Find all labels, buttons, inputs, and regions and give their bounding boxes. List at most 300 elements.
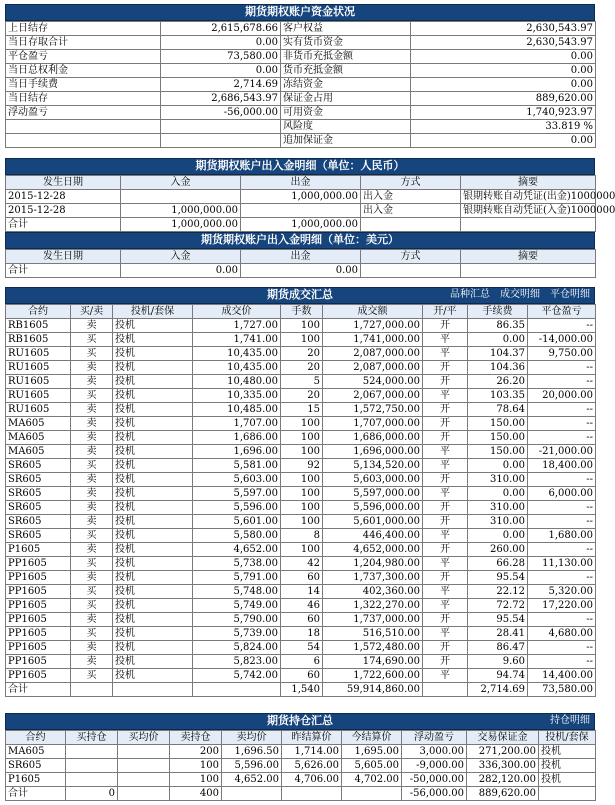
table-cell: 客户权益 <box>281 22 411 36</box>
table-cell: 5,580.00 <box>193 529 281 543</box>
funds-row <box>6 36 596 50</box>
table-cell: P1605 <box>6 543 71 557</box>
table-cell: 1,680.00 <box>528 529 596 543</box>
table-cell: 投机 <box>113 487 193 501</box>
table-cell: 合计 <box>6 787 66 801</box>
table-cell: SR605 <box>6 501 71 515</box>
table-cell: 1,727.00 <box>193 319 281 333</box>
table-cell: 100 <box>281 515 323 529</box>
cash-rmb-table <box>5 175 615 232</box>
cash-rmb-section <box>5 158 615 232</box>
table-cell: 60 <box>281 571 323 585</box>
table-cell: 投机 <box>113 599 193 613</box>
table-cell <box>118 745 170 759</box>
table-cell: 1,696.00 <box>193 445 281 459</box>
table-cell: 100 <box>281 333 323 347</box>
table-cell: SR605 <box>6 459 71 473</box>
table-cell: 投机 <box>113 557 193 571</box>
table-cell: 260.00 <box>468 543 528 557</box>
table-cell: -- <box>528 641 596 655</box>
table-cell: 非货币充抵金额 <box>281 50 411 64</box>
table-cell: 投机 <box>113 361 193 375</box>
cash-rmb-title: 期货期权账户出入金明细（单位：人民币） <box>5 158 595 175</box>
table-cell: 买 <box>71 557 113 571</box>
table-cell: 可用资金 <box>281 106 411 120</box>
table-cell: 0.00 <box>241 264 361 278</box>
table-cell: 上日结存 <box>6 22 161 36</box>
table-cell: 买 <box>71 333 113 347</box>
table-cell: 150.00 <box>468 431 528 445</box>
table-cell: PP1605 <box>6 613 71 627</box>
table-row <box>6 655 596 669</box>
table-cell: P1605 <box>6 773 66 787</box>
table-cell <box>361 264 461 278</box>
table-cell: 投机 <box>113 375 193 389</box>
table-cell: 银期转账自动凭证(入金)1000000 <box>461 204 596 218</box>
cash-usd-section <box>5 232 595 278</box>
table-cell: 1,572,480.00 <box>323 641 423 655</box>
table-cell: 4,680.00 <box>528 627 596 641</box>
positions-table <box>5 730 596 801</box>
table-cell: 投机 <box>113 641 193 655</box>
table-cell <box>282 787 342 801</box>
table-cell: 开 <box>423 641 468 655</box>
table-cell: 5,790.00 <box>193 613 281 627</box>
table-cell: 5,823.00 <box>193 655 281 669</box>
table-cell: 174,690.00 <box>323 655 423 669</box>
table-cell: 336,300.00 <box>467 759 539 773</box>
trades-link-1[interactable]: 成交明细 <box>500 289 540 300</box>
table-cell: 开 <box>423 571 468 585</box>
table-cell: 平 <box>423 445 468 459</box>
table-cell: 59,914,860.00 <box>323 683 423 697</box>
table-cell: 1,740,923.97 <box>411 106 596 120</box>
table-cell <box>193 683 281 697</box>
table-header-row <box>6 250 596 264</box>
table-cell: 实有货币资金 <box>281 36 411 50</box>
table-cell: 投机 <box>113 333 193 347</box>
table-cell <box>118 759 170 773</box>
table-cell: 0.00 <box>121 264 241 278</box>
table-cell <box>6 134 161 148</box>
trades-link-0[interactable]: 品种汇总 <box>450 289 490 300</box>
table-cell: 当日手续费 <box>6 78 161 92</box>
table-cell: 150.00 <box>468 445 528 459</box>
table-cell: 平 <box>423 389 468 403</box>
table-cell: MA605 <box>6 417 71 431</box>
table-cell: 卖 <box>71 361 113 375</box>
table-cell: 投机 <box>113 669 193 683</box>
table-row <box>6 473 596 487</box>
table-cell: PP1605 <box>6 641 71 655</box>
table-cell: 1,540 <box>281 683 323 697</box>
table-cell: 卖 <box>71 375 113 389</box>
table-cell: 1,741.00 <box>193 333 281 347</box>
table-cell: -- <box>528 431 596 445</box>
column-header: 成交价 <box>193 305 281 319</box>
table-row <box>6 613 596 627</box>
funds-row <box>6 50 596 64</box>
column-header: 方式 <box>361 176 461 190</box>
table-cell: 买 <box>71 585 113 599</box>
table-cell: 卖 <box>71 403 113 417</box>
table-cell: 1,572,750.00 <box>323 403 423 417</box>
table-cell: 8 <box>281 529 323 543</box>
table-cell: PP1605 <box>6 599 71 613</box>
table-cell: 5,749.00 <box>193 599 281 613</box>
table-cell <box>113 683 193 697</box>
table-row <box>6 599 596 613</box>
table-row <box>6 543 596 557</box>
table-cell: 889,620.00 <box>411 92 596 106</box>
column-header: 昨结算价 <box>282 731 342 745</box>
table-cell: 20 <box>281 361 323 375</box>
table-cell: 100 <box>170 759 222 773</box>
table-cell: 当日存取合计 <box>6 36 161 50</box>
table-cell: 60 <box>281 669 323 683</box>
table-cell: 投机 <box>113 445 193 459</box>
cash-usd-table <box>5 249 596 278</box>
table-cell: 310.00 <box>468 515 528 529</box>
table-cell: 10,335.00 <box>193 389 281 403</box>
table-cell: 买 <box>71 669 113 683</box>
table-cell: 1,707,000.00 <box>323 417 423 431</box>
table-cell <box>342 787 402 801</box>
column-header: 买持仓 <box>66 731 118 745</box>
table-cell: 5,596.00 <box>222 759 282 773</box>
table-cell: 4,702.00 <box>342 773 402 787</box>
table-cell: 投机 <box>539 759 596 773</box>
table-cell <box>66 745 118 759</box>
table-cell: 1,727,000.00 <box>323 319 423 333</box>
table-cell: 5,605.00 <box>342 759 402 773</box>
table-cell: 5,601.00 <box>193 515 281 529</box>
table-cell: 投机 <box>113 389 193 403</box>
table-cell: 5,791.00 <box>193 571 281 585</box>
funds-row <box>6 134 596 148</box>
table-cell: RU1605 <box>6 361 71 375</box>
table-cell: 0.00 <box>468 487 528 501</box>
table-cell: -56,000.00 <box>402 787 467 801</box>
table-cell: 1,737,000.00 <box>323 613 423 627</box>
cash-usd-title: 期货期权账户出入金明细（单位：美元） <box>5 232 595 249</box>
table-row <box>6 375 596 389</box>
table-row <box>6 787 596 801</box>
table-cell: 20,000.00 <box>528 389 596 403</box>
table-cell: 5,597.00 <box>193 487 281 501</box>
table-row <box>6 529 596 543</box>
table-cell: 卖 <box>71 655 113 669</box>
table-cell: 平 <box>423 347 468 361</box>
table-cell: 73,580.00 <box>528 683 596 697</box>
table-cell: 60 <box>281 613 323 627</box>
table-cell: 1,686,000.00 <box>323 431 423 445</box>
funds-row <box>6 92 596 106</box>
table-cell: 投机 <box>113 529 193 543</box>
table-cell: 100 <box>281 501 323 515</box>
table-cell: 开 <box>423 501 468 515</box>
funds-row <box>6 64 596 78</box>
table-cell: 开 <box>423 319 468 333</box>
table-cell: 2,686,543.97 <box>161 92 281 106</box>
table-cell: 889,620.00 <box>467 787 539 801</box>
column-header: 出金 <box>241 176 361 190</box>
table-cell: 2,714.69 <box>468 683 528 697</box>
table-cell: 投机 <box>113 347 193 361</box>
table-cell: 26.20 <box>468 375 528 389</box>
column-header: 投机/套保 <box>113 305 193 319</box>
table-cell: 524,000.00 <box>323 375 423 389</box>
table-cell: 平 <box>423 585 468 599</box>
table-cell: 卖 <box>71 487 113 501</box>
cash-row <box>6 218 596 232</box>
table-cell: 开 <box>423 473 468 487</box>
table-cell <box>241 204 361 218</box>
table-row <box>6 445 596 459</box>
table-cell <box>361 218 461 232</box>
table-cell: 5,603,000.00 <box>323 473 423 487</box>
table-cell <box>71 683 113 697</box>
table-row <box>6 759 596 773</box>
table-cell: 0.00 <box>468 459 528 473</box>
table-cell <box>539 787 596 801</box>
table-cell: 5,596,000.00 <box>323 501 423 515</box>
table-cell: 1,322,270.00 <box>323 599 423 613</box>
table-cell: 平 <box>423 459 468 473</box>
table-cell: 86.47 <box>468 641 528 655</box>
table-cell: 追加保证金 <box>281 134 411 148</box>
table-row <box>6 361 596 375</box>
table-cell: 5,603.00 <box>193 473 281 487</box>
table-cell: 平 <box>423 333 468 347</box>
table-cell: 4,652.00 <box>222 773 282 787</box>
table-cell: 5,581.00 <box>193 459 281 473</box>
table-cell: 5,748.00 <box>193 585 281 599</box>
column-header: 开/平 <box>423 305 468 319</box>
table-cell: 95.54 <box>468 613 528 627</box>
table-cell: 0.00 <box>468 333 528 347</box>
table-cell: 买 <box>71 529 113 543</box>
table-cell: 0.00 <box>161 36 281 50</box>
trades-link-2[interactable]: 平仓明细 <box>550 289 590 300</box>
table-cell <box>423 683 468 697</box>
table-cell: MA605 <box>6 445 71 459</box>
table-cell: PP1605 <box>6 655 71 669</box>
table-cell <box>161 120 281 134</box>
table-cell: 0.00 <box>411 64 596 78</box>
table-cell: 78.64 <box>468 403 528 417</box>
table-cell: 9,750.00 <box>528 347 596 361</box>
table-cell: 买 <box>71 389 113 403</box>
table-cell: 合计 <box>6 218 121 232</box>
table-cell: 平 <box>423 529 468 543</box>
table-cell: 1,714.00 <box>282 745 342 759</box>
funds-title: 期货期权账户资金状况 <box>5 4 595 21</box>
table-row <box>6 389 596 403</box>
table-cell: 5,320.00 <box>528 585 596 599</box>
table-cell: 4,652,000.00 <box>323 543 423 557</box>
table-row <box>6 571 596 585</box>
table-cell: 卖 <box>71 641 113 655</box>
table-cell: -- <box>528 543 596 557</box>
table-cell: 投机 <box>113 571 193 585</box>
table-cell: 投机 <box>113 459 193 473</box>
positions-header <box>5 713 595 730</box>
funds-row <box>6 78 596 92</box>
table-cell: 5,601,000.00 <box>323 515 423 529</box>
table-cell <box>461 264 596 278</box>
table-cell: 100 <box>281 473 323 487</box>
table-cell: 货币充抵金额 <box>281 64 411 78</box>
table-cell: 92 <box>281 459 323 473</box>
table-cell: 2,087,000.00 <box>323 361 423 375</box>
table-cell: 投机 <box>539 773 596 787</box>
table-cell <box>118 787 170 801</box>
table-cell: 1,707.00 <box>193 417 281 431</box>
table-cell: 20 <box>281 347 323 361</box>
table-cell: 2,067,000.00 <box>323 389 423 403</box>
trades-title: 期货成交汇总 <box>267 288 333 301</box>
table-cell: 投机 <box>113 417 193 431</box>
table-cell: 1,696.50 <box>222 745 282 759</box>
table-cell: 150.00 <box>468 417 528 431</box>
table-cell: 104.37 <box>468 347 528 361</box>
table-cell: 出入金 <box>361 204 461 218</box>
table-row <box>6 627 596 641</box>
table-cell <box>222 787 282 801</box>
table-cell <box>66 759 118 773</box>
table-cell: 0.00 <box>411 50 596 64</box>
table-cell: 1,000,000.00 <box>241 190 361 204</box>
table-cell: 100 <box>281 417 323 431</box>
table-cell: 平 <box>423 557 468 571</box>
table-cell: 100 <box>281 319 323 333</box>
table-cell: 18,400.00 <box>528 459 596 473</box>
table-cell: -- <box>528 571 596 585</box>
table-cell: 17,220.00 <box>528 599 596 613</box>
column-header: 方式 <box>361 250 461 264</box>
table-cell: PP1605 <box>6 571 71 585</box>
column-header: 摘要 <box>461 176 596 190</box>
table-cell: 95.54 <box>468 571 528 585</box>
table-row <box>6 745 596 759</box>
column-header: 发生日期 <box>6 176 121 190</box>
trades-links <box>440 288 590 302</box>
table-cell: 54 <box>281 641 323 655</box>
table-cell: 402,360.00 <box>323 585 423 599</box>
table-cell: MA605 <box>6 745 66 759</box>
table-cell: -- <box>528 655 596 669</box>
table-cell: 平 <box>423 627 468 641</box>
table-cell: 86.35 <box>468 319 528 333</box>
table-row <box>6 403 596 417</box>
table-cell: 100 <box>281 487 323 501</box>
table-cell: 18 <box>281 627 323 641</box>
table-cell: 46 <box>281 599 323 613</box>
positions-detail-link[interactable]: 持仓明细 <box>550 715 590 726</box>
table-cell: 100 <box>281 431 323 445</box>
table-row <box>6 347 596 361</box>
table-cell: 73,580.00 <box>161 50 281 64</box>
table-cell: 买 <box>71 347 113 361</box>
table-cell: 400 <box>170 787 222 801</box>
table-cell: 投机 <box>113 431 193 445</box>
table-cell: 开 <box>423 655 468 669</box>
table-cell: 4,652.00 <box>193 543 281 557</box>
table-cell: 投机 <box>539 745 596 759</box>
table-header-row <box>6 731 596 745</box>
funds-row <box>6 120 596 134</box>
table-cell: 100 <box>281 445 323 459</box>
table-cell: 5,597,000.00 <box>323 487 423 501</box>
table-cell: 2,630,543.97 <box>411 22 596 36</box>
table-row <box>6 501 596 515</box>
column-header: 成交额 <box>323 305 423 319</box>
table-row <box>6 333 596 347</box>
table-cell: SR605 <box>6 487 71 501</box>
table-cell: 投机 <box>113 403 193 417</box>
table-cell <box>6 120 161 134</box>
positions-section <box>5 713 595 801</box>
table-cell: 3,000.00 <box>402 745 467 759</box>
table-cell: MA605 <box>6 431 71 445</box>
table-cell: 1,737,300.00 <box>323 571 423 585</box>
table-cell: 买 <box>71 627 113 641</box>
table-cell: RU1605 <box>6 389 71 403</box>
table-cell: 94.74 <box>468 669 528 683</box>
column-header: 发生日期 <box>6 250 121 264</box>
table-row <box>6 515 596 529</box>
table-cell: 投机 <box>113 543 193 557</box>
table-cell: SR605 <box>6 529 71 543</box>
table-cell: 22.12 <box>468 585 528 599</box>
table-cell: 33.819 % <box>411 120 596 134</box>
table-row <box>6 417 596 431</box>
table-cell: -- <box>528 501 596 515</box>
table-cell: 4,706.00 <box>282 773 342 787</box>
table-cell: 5,738.00 <box>193 557 281 571</box>
table-cell: -- <box>528 613 596 627</box>
funds-table <box>5 21 596 148</box>
table-row <box>6 669 596 683</box>
table-cell: -- <box>528 473 596 487</box>
table-cell: 10,435.00 <box>193 361 281 375</box>
table-cell: -21,000.00 <box>528 445 596 459</box>
table-cell: PP1605 <box>6 669 71 683</box>
table-cell: PP1605 <box>6 557 71 571</box>
table-cell: RB1605 <box>6 319 71 333</box>
table-cell: 72.72 <box>468 599 528 613</box>
table-cell: 28.41 <box>468 627 528 641</box>
table-cell: 1,000,000.00 <box>241 218 361 232</box>
table-cell: 10,485.00 <box>193 403 281 417</box>
table-cell: 5,596.00 <box>193 501 281 515</box>
table-cell: 6 <box>281 655 323 669</box>
table-cell: 42 <box>281 557 323 571</box>
table-cell: 平 <box>423 669 468 683</box>
column-header: 入金 <box>121 176 241 190</box>
table-cell: 卖 <box>71 319 113 333</box>
table-cell: 6,000.00 <box>528 487 596 501</box>
table-cell: 66.28 <box>468 557 528 571</box>
table-cell: 310.00 <box>468 501 528 515</box>
table-row <box>6 773 596 787</box>
table-cell: RU1605 <box>6 347 71 361</box>
table-row <box>6 431 596 445</box>
table-cell: 卖 <box>71 431 113 445</box>
table-cell: 0.00 <box>411 78 596 92</box>
table-cell: 风险度 <box>281 120 411 134</box>
